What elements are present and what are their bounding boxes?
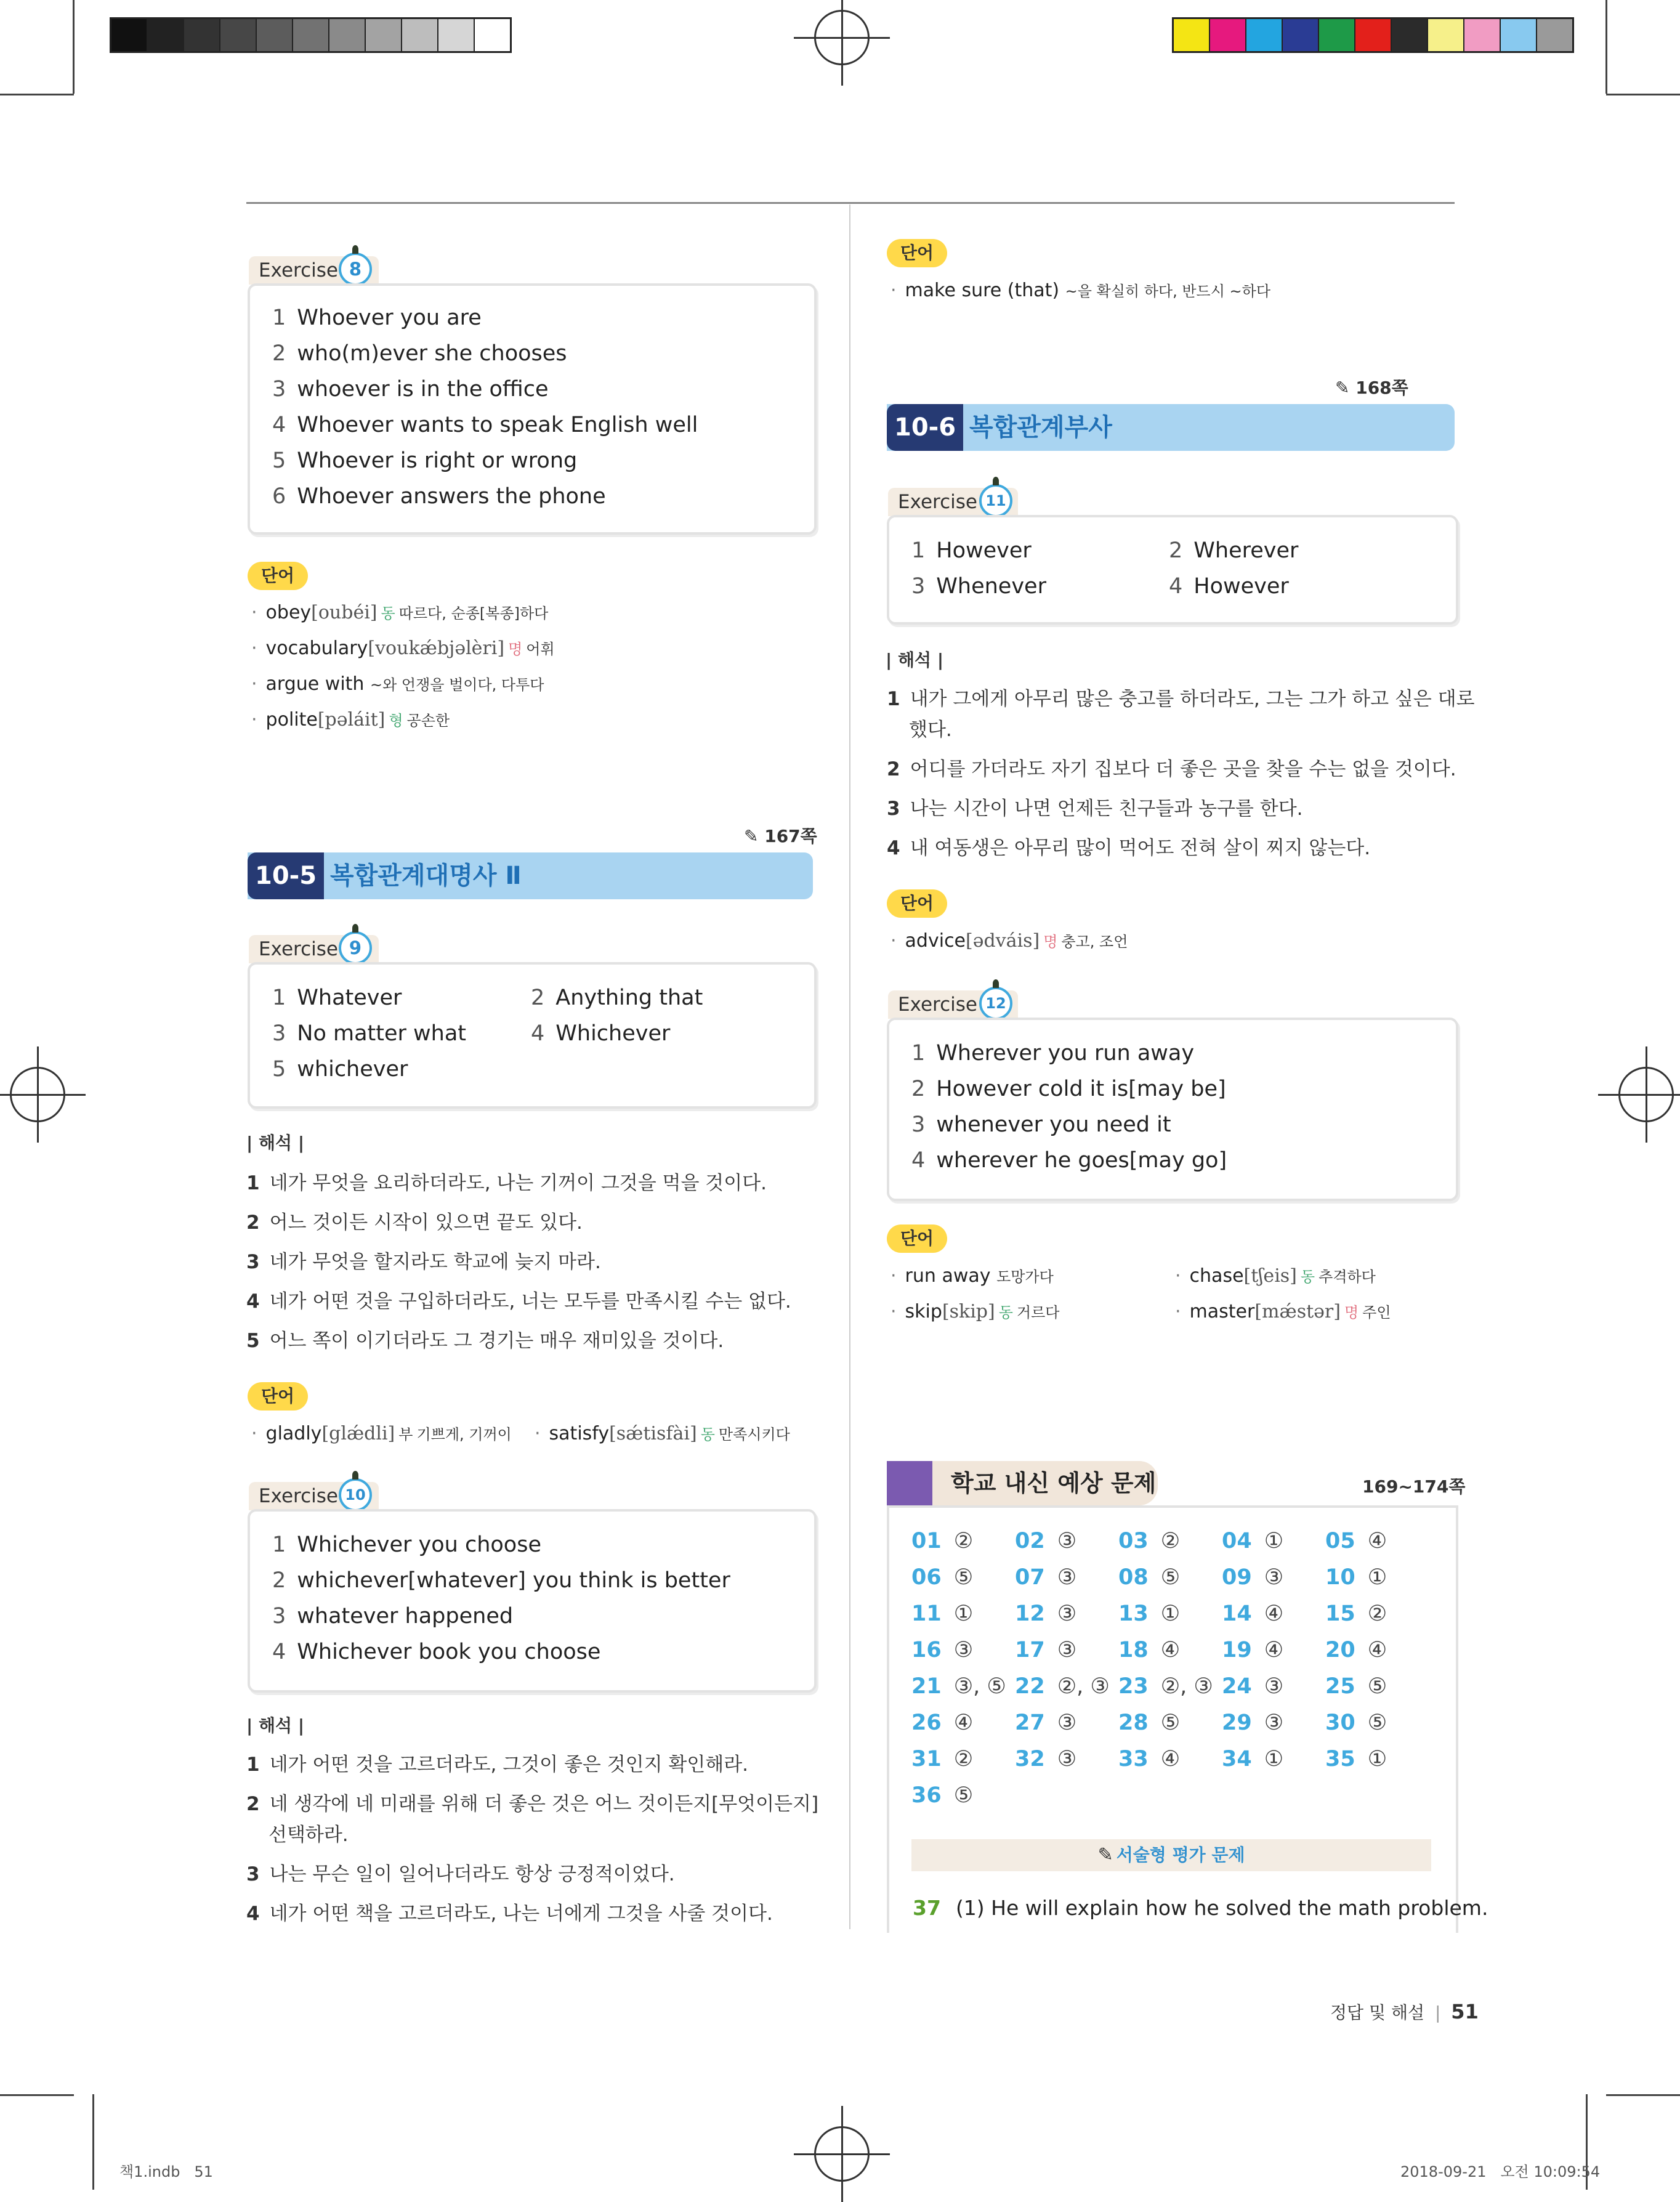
answer-cell [911, 1638, 973, 1662]
color-swatch [257, 19, 293, 51]
exercise-tab: Exercise [888, 488, 1018, 516]
answer-cell [1325, 1747, 1387, 1771]
pencil-icon: ✎ [1335, 378, 1350, 398]
color-swatch [438, 19, 475, 51]
color-swatch [1174, 19, 1210, 51]
answer-choice: ③ [1264, 1565, 1284, 1590]
answer-item: 2 whichever[whatever] you think is better [272, 1568, 730, 1593]
question-number: 30 [1325, 1710, 1355, 1735]
answer-item: 1 However [911, 538, 1032, 563]
exercise-number-badge: 8 [339, 253, 372, 286]
color-swatch [366, 19, 402, 51]
answer-choice: ① [953, 1601, 974, 1626]
exercise-number-badge: 10 [339, 1478, 372, 1512]
answer-cell [1222, 1674, 1283, 1699]
translation-line: 3 나는 시간이 나면 언제든 친구들과 농구를 한다. [887, 798, 1303, 820]
answer-choice: ① [1367, 1565, 1387, 1590]
answer-choice: ② [953, 1747, 974, 1771]
answer-choice: ② [1367, 1601, 1387, 1626]
section-code: 10-5 [248, 852, 324, 899]
color-swatch [329, 19, 366, 51]
answer-cell [911, 1747, 973, 1771]
answer-choice: ③, ⑤ [953, 1674, 1006, 1699]
answer-choice: ②, ③ [1160, 1674, 1213, 1699]
question-number: 11 [911, 1601, 942, 1626]
exercise-label: Exercise [259, 259, 338, 281]
section-header [248, 852, 813, 899]
answer-item: 3 whoever is in the office [272, 377, 549, 402]
question-number: 26 [911, 1710, 942, 1735]
answer-cell [1015, 1710, 1076, 1735]
answer-choice: ④ [1160, 1747, 1181, 1771]
question-number: 04 [1222, 1529, 1252, 1553]
answer-choice: ⑤ [953, 1565, 974, 1590]
answer-item: 4 Whichever [531, 1021, 671, 1046]
translation-line: 5 어느 쪽이 이기더라도 그 경기는 매우 재미있을 것이다. [246, 1330, 724, 1352]
column-divider [849, 204, 850, 1929]
answer-cell [1325, 1638, 1387, 1662]
answer-cell [911, 1783, 973, 1808]
answer-choice: ② [1160, 1529, 1181, 1553]
answer-choice: ⑤ [1367, 1674, 1387, 1699]
translation-line: 4 네가 어떤 책을 고르더라도, 나는 너에게 그것을 사줄 것이다. [246, 1903, 773, 1925]
answer-item: 2 However cold it is[may be] [911, 1077, 1226, 1101]
translation-line: 2 어느 것이든 시작이 있으면 끝도 있다. [246, 1212, 583, 1234]
question-number: 16 [911, 1638, 942, 1662]
vocab-item: · satisfy[sǽtisfài] 동 만족시키다 [535, 1423, 790, 1444]
vocab-item: · vocabulary[voukǽbjəlèri] 명 어휘 [251, 638, 555, 659]
process-color-bar [1172, 17, 1574, 53]
section-header [887, 404, 1455, 451]
test-header [887, 1461, 1158, 1505]
print-timestamp: 2018-09-21 오전 10:09:54 [1400, 2163, 1601, 2180]
page-reference: 169~174쪽 [1362, 1476, 1466, 1497]
question-number: 09 [1222, 1565, 1252, 1590]
question-number: 32 [1015, 1747, 1045, 1771]
answer-choice: ④ [1264, 1638, 1284, 1662]
vocab-item: · skip[skip] 동 거르다 [890, 1301, 1060, 1322]
answer-cell [1015, 1565, 1076, 1590]
answer-item: 2 Wherever [1169, 538, 1299, 563]
answer-choice: ④ [1264, 1601, 1284, 1626]
footer-divider: | [1434, 2002, 1441, 2023]
answer-cell [1015, 1638, 1076, 1662]
question-number: 17 [1015, 1638, 1045, 1662]
color-swatch [1210, 19, 1246, 51]
question-number: 12 [1015, 1601, 1045, 1626]
question-number: 27 [1015, 1710, 1045, 1735]
vocab-tag: 단어 [887, 1224, 947, 1253]
question-number: 10 [1325, 1565, 1355, 1590]
question-number: 31 [911, 1747, 942, 1771]
question-number: 13 [1118, 1601, 1149, 1626]
subheading: 서술형 평가 문제 [1116, 1845, 1245, 1865]
answer-cell [1222, 1710, 1283, 1735]
color-swatch [1355, 19, 1392, 51]
vocab-item: · master[mǽstər] 명 주인 [1175, 1301, 1391, 1322]
top-rule [246, 202, 1455, 204]
color-swatch [220, 19, 257, 51]
page-footer [1330, 1999, 1479, 2024]
answer-item: 4 Whichever book you choose [272, 1640, 601, 1664]
answer-cell [1222, 1638, 1283, 1662]
answer-item: 1 Whoever you are [272, 306, 482, 330]
color-swatch [1283, 19, 1319, 51]
translation-line: 1 내가 그에게 아무리 많은 충고를 하더라도, 그는 그가 하고 싶은 대로 [887, 688, 1475, 710]
question-number: 34 [1222, 1747, 1252, 1771]
color-swatch [402, 19, 438, 51]
answer-choice: ① [1264, 1747, 1284, 1771]
answer-choice: ③ [1057, 1747, 1077, 1771]
answer-cell [1118, 1565, 1180, 1590]
footer-section: 정답 및 해설 [1330, 2002, 1425, 2023]
question-number: 18 [1118, 1638, 1149, 1662]
answer-choice: ⑤ [1367, 1710, 1387, 1735]
answer-choice: ① [1264, 1529, 1284, 1553]
answer-choice: ③ [1057, 1565, 1077, 1590]
answer-cell [1015, 1601, 1076, 1626]
answer-choice: ① [1160, 1601, 1181, 1626]
answer-item: 3 whatever happened [272, 1604, 514, 1629]
translation-line: 4 네가 어떤 것을 구입하더라도, 너는 모두를 만족시킬 수는 없다. [246, 1290, 791, 1313]
registration-mark-right [1618, 1067, 1674, 1122]
question-number: 02 [1015, 1529, 1045, 1553]
vocab-item: · polite[pəláit] 형 공손한 [251, 709, 450, 731]
translation-line: 2 네 생각에 네 미래를 위해 더 좋은 것은 어느 것이든지[무엇이든지] [246, 1793, 819, 1815]
answer-item: 2 Anything that [531, 986, 703, 1010]
answer-cell [1325, 1529, 1387, 1553]
answer-cell [911, 1710, 973, 1735]
question-number: 33 [1118, 1747, 1149, 1771]
answer-cell [1325, 1601, 1387, 1626]
answer-cell [911, 1601, 973, 1626]
page-reference: ✎ 168쪽 [1335, 378, 1408, 398]
answer-cell [1222, 1747, 1283, 1771]
color-swatch [111, 19, 148, 51]
answer-item: 5 whichever [272, 1057, 408, 1082]
color-swatch [1464, 19, 1501, 51]
answer-choice: ④ [1367, 1638, 1387, 1662]
question-number: 07 [1015, 1565, 1045, 1590]
color-swatch [1428, 19, 1464, 51]
test-header-accent [887, 1461, 932, 1505]
answer-cell [1015, 1529, 1076, 1553]
question-number: 25 [1325, 1674, 1355, 1699]
answer-cell [1118, 1638, 1180, 1662]
answer-cell [1222, 1601, 1283, 1626]
color-swatch [1319, 19, 1355, 51]
subheading-bar [911, 1839, 1431, 1871]
answer-choice: ④ [1367, 1529, 1387, 1553]
answer-cell [1118, 1529, 1180, 1553]
answer-item: 5 Whoever is right or wrong [272, 448, 578, 473]
translation-line: 1 네가 어떤 것을 고르더라도, 그것이 좋은 것인지 확인해라. [246, 1754, 749, 1776]
answer-choice: ③ [1057, 1638, 1077, 1662]
test-title: 학교 내신 예상 문제 [951, 1470, 1157, 1497]
question-number: 15 [1325, 1601, 1355, 1626]
vocab-tag: 단어 [887, 239, 947, 267]
answer-cell [1015, 1674, 1110, 1699]
registration-mark-top [814, 10, 870, 65]
answer-cell [1118, 1601, 1180, 1626]
section-title: 복합관계부사 [969, 413, 1112, 442]
answer-cell [1222, 1529, 1283, 1553]
question-number: 29 [1222, 1710, 1252, 1735]
color-swatch [1537, 19, 1572, 51]
question-number: 23 [1118, 1674, 1149, 1699]
vocab-item: · run away 도망가다 [890, 1265, 1054, 1287]
answer-item: 4 Whoever wants to speak English well [272, 413, 698, 437]
registration-mark-left [10, 1067, 65, 1122]
pencil-icon: ✎ [744, 826, 759, 846]
answer-item: 1 Whatever [272, 986, 402, 1010]
answer-choice: ③ [1057, 1601, 1077, 1626]
question-number: 05 [1325, 1529, 1355, 1553]
translation-line: 3 나는 무슨 일이 일어나더라도 항상 긍정적이었다. [246, 1863, 675, 1885]
exercise-number-badge: 9 [339, 931, 372, 965]
answer-cell [911, 1565, 973, 1590]
page-number: 51 [1451, 2000, 1479, 2023]
vocab-tag: 단어 [248, 562, 308, 590]
question-number: 21 [911, 1674, 942, 1699]
vocab-tag: 단어 [887, 889, 947, 918]
color-swatch [1392, 19, 1428, 51]
translation-label: | 해석 | [246, 1715, 305, 1736]
answer-cell [1118, 1747, 1180, 1771]
question-number: 22 [1015, 1674, 1045, 1699]
answer-choice: ⑤ [1160, 1710, 1181, 1735]
answer-item: 1 Whichever you choose [272, 1532, 541, 1557]
answer-cell [1325, 1674, 1387, 1699]
answer-item: 4 wherever he goes[may go] [911, 1148, 1227, 1173]
question-number: 20 [1325, 1638, 1355, 1662]
question-number: 24 [1222, 1674, 1252, 1699]
question-number: 35 [1325, 1747, 1355, 1771]
answer-item: 4 However [1169, 574, 1289, 599]
answer-choice: ② [953, 1529, 974, 1553]
file-name: 책1.indb 51 [119, 2163, 213, 2180]
translation-line: 3 네가 무엇을 할지라도 학교에 늦지 마라. [246, 1251, 601, 1273]
question-number: 08 [1118, 1565, 1149, 1590]
question-number: 36 [911, 1783, 942, 1808]
color-swatch [148, 19, 184, 51]
translation-line: 했다. [909, 719, 952, 741]
vocab-item: · gladly[glǽdli] 부 기쁘게, 기꺼이 [251, 1423, 512, 1444]
translation-line: 1 네가 무엇을 요리하더라도, 나는 기꺼이 그것을 먹을 것이다. [246, 1172, 767, 1194]
answer-cell [1325, 1710, 1387, 1735]
question-number: 06 [911, 1565, 942, 1590]
answer-choice: ②, ③ [1057, 1674, 1110, 1699]
translation-line: 선택하라. [269, 1824, 349, 1846]
translation-line: 2 어디를 가더라도 자기 집보다 더 좋은 곳을 찾을 수는 없을 것이다. [887, 758, 1456, 780]
greyscale-color-bar [110, 17, 512, 53]
translation-line: 4 내 여동생은 아무리 많이 먹어도 전혀 살이 찌지 않는다. [887, 837, 1371, 859]
answer-choice: ⑤ [953, 1783, 974, 1808]
question-number: 37 [913, 1896, 941, 1920]
pencil-icon: ✎ [1097, 1844, 1113, 1866]
exercise-tab: Exercise [888, 990, 1018, 1019]
answer-choice: ③ [1264, 1710, 1284, 1735]
answer-item: 2 who(m)ever she chooses [272, 341, 567, 366]
question-answer: (1) He will explain how he solved the math problem. [955, 1896, 1488, 1920]
answer-item: 1 Wherever you run away [911, 1041, 1195, 1066]
answer-choice: ③ [953, 1638, 974, 1662]
answer-item: 3 No matter what [272, 1021, 467, 1046]
answer-cell [1015, 1747, 1076, 1771]
answer-choice: ③ [1057, 1529, 1077, 1553]
answer-item: 3 whenever you need it [911, 1112, 1171, 1137]
answer-choice: ③ [1264, 1674, 1284, 1699]
translation-label: | 해석 | [886, 650, 944, 670]
answer-choice: ① [1367, 1747, 1387, 1771]
section-code: 10-6 [887, 404, 963, 451]
question-number: 01 [911, 1529, 942, 1553]
exercise-tab: Exercise [249, 935, 379, 963]
exercise-number-badge: 12 [979, 987, 1012, 1020]
vocab-item: · chase[tʃeis] 동 추격하다 [1175, 1265, 1376, 1287]
answer-item: 6 Whoever answers the phone [272, 484, 606, 509]
color-swatch [475, 19, 510, 51]
question-number: 03 [1118, 1529, 1149, 1553]
answer-cell [1222, 1565, 1283, 1590]
color-swatch [1501, 19, 1537, 51]
page-reference: ✎ 167쪽 [744, 826, 817, 846]
question-number: 28 [1118, 1710, 1149, 1735]
vocab-item: · make sure (that) ~을 확실히 하다, 반드시 ~하다 [890, 280, 1271, 301]
answer-box [887, 515, 1458, 625]
translation-label: | 해석 | [246, 1133, 305, 1153]
answer-cell [1118, 1674, 1213, 1699]
answer-item: 3 Whenever [911, 574, 1046, 599]
vocab-item: · obey[oubéi] 동 따르다, 순종[복종]하다 [251, 602, 549, 623]
answer-cell [911, 1529, 973, 1553]
answer-choice: ③ [1057, 1710, 1077, 1735]
answer-choice: ④ [953, 1710, 974, 1735]
answer-choice: ⑤ [1160, 1565, 1181, 1590]
vocab-tag: 단어 [248, 1382, 308, 1411]
vocab-item: · argue with ~와 언쟁을 벌이다, 다투다 [251, 673, 544, 695]
color-swatch [293, 19, 329, 51]
answer-choice: ④ [1160, 1638, 1181, 1662]
exercise-tab: Exercise [249, 1482, 379, 1510]
question-number: 19 [1222, 1638, 1252, 1662]
question-number: 14 [1222, 1601, 1252, 1626]
vocab-item: · advice[ədváis] 명 충고, 조언 [890, 930, 1128, 952]
question-37 [913, 1896, 1488, 1920]
answer-cell [911, 1674, 1006, 1699]
exercise-number-badge: 11 [979, 484, 1012, 517]
registration-mark-bottom [814, 2126, 870, 2182]
answer-cell [1118, 1710, 1180, 1735]
section-title: 복합관계대명사 Ⅱ [330, 862, 522, 890]
answer-cell [1325, 1565, 1387, 1590]
color-swatch [1246, 19, 1283, 51]
color-swatch [184, 19, 220, 51]
